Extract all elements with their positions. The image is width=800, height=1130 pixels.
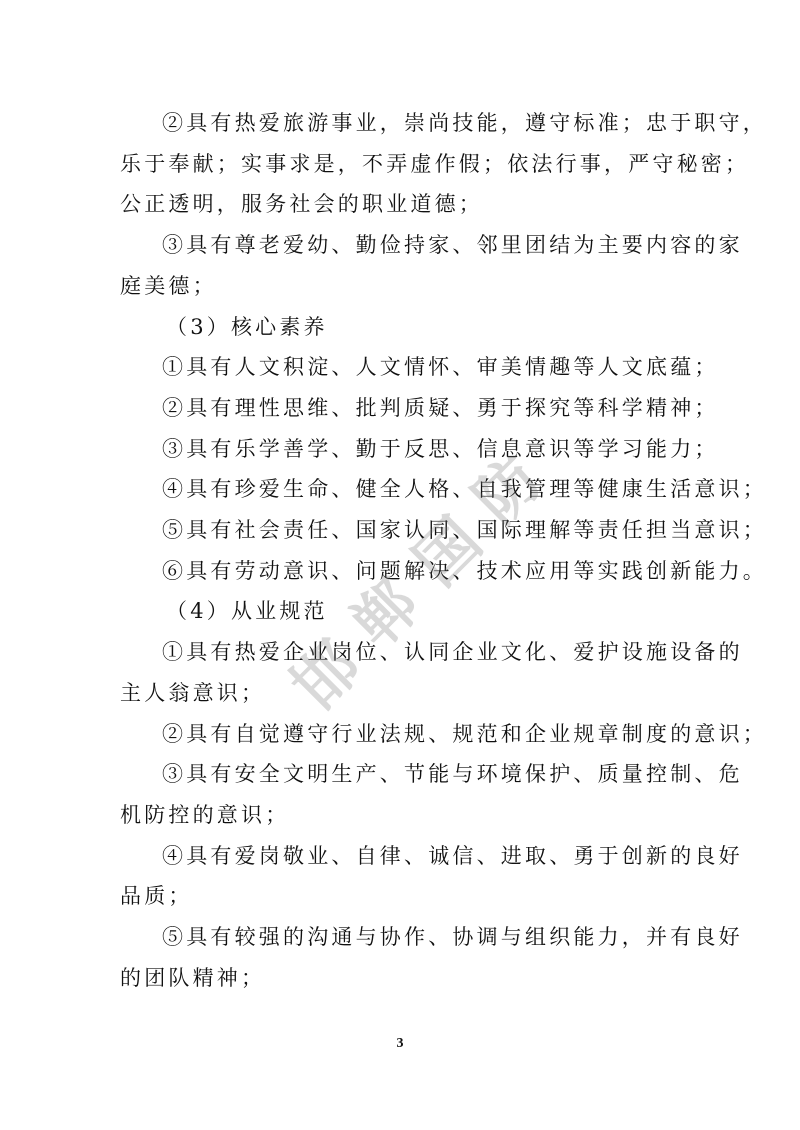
text-line: 乐于奉献；实事求是，不弄虚作假；依法行事，严守秘密； xyxy=(120,151,750,176)
text-line: 主人翁意识； xyxy=(120,680,266,705)
text-line: ⑤具有社会责任、国家认同、国际理解等责任担当意识； xyxy=(162,518,767,543)
text-line: ③具有安全文明生产、节能与环境保护、质量控制、危 xyxy=(162,762,743,787)
text-line: ③具有乐学善学、勤于反思、信息意识等学习能力； xyxy=(162,436,719,461)
watermark-char: 邯 xyxy=(277,627,374,724)
text-line: 的团队精神； xyxy=(120,965,266,990)
watermark-char: 郸 xyxy=(337,565,434,662)
text-line: 机防控的意识； xyxy=(120,802,290,827)
text-line: ④具有珍爱生命、健全人格、自我管理等健康生活意识； xyxy=(162,477,767,502)
page-number: 3 xyxy=(396,1036,404,1051)
text-line: ④具有爱岗敬业、自律、诚信、进取、勇于创新的良好 xyxy=(162,843,743,868)
text-line: ②具有热爱旅游事业，崇尚技能，遵守标准；忠于职守， xyxy=(162,111,767,135)
text-line: ③具有尊老爱幼、勤俭持家、邻里团结为主要内容的家 xyxy=(162,233,743,258)
text-line: ⑤具有较强的沟通与协作、协调与组织能力，并有良好 xyxy=(162,925,743,950)
text-line: ①具有人文积淀、人文情怀、审美情趣等人文底蕴； xyxy=(162,355,719,380)
text-line: ②具有自觉遵守行业法规、规范和企业规章制度的意识； xyxy=(162,721,767,746)
watermark-char: 防 xyxy=(459,441,556,538)
text-line: 品质； xyxy=(120,884,193,909)
section-heading: （3）核心素养 xyxy=(166,314,328,339)
text-line: 公正透明，服务社会的职业道德； xyxy=(120,192,483,217)
text-line: ①具有热爱企业岗位、认同企业文化、爱护设施设备的 xyxy=(162,640,743,665)
text-line: ②具有理性思维、批判质疑、勇于探究等科学精神； xyxy=(162,395,719,420)
text-line: 庭美德； xyxy=(120,273,217,298)
document-body xyxy=(120,103,767,998)
section-heading: （4）从业规范 xyxy=(166,599,328,624)
watermark-char: 国 xyxy=(399,503,496,600)
text-line: ⑥具有劳动意识、问题解决、技术应用等实践创新能力。 xyxy=(162,558,767,583)
